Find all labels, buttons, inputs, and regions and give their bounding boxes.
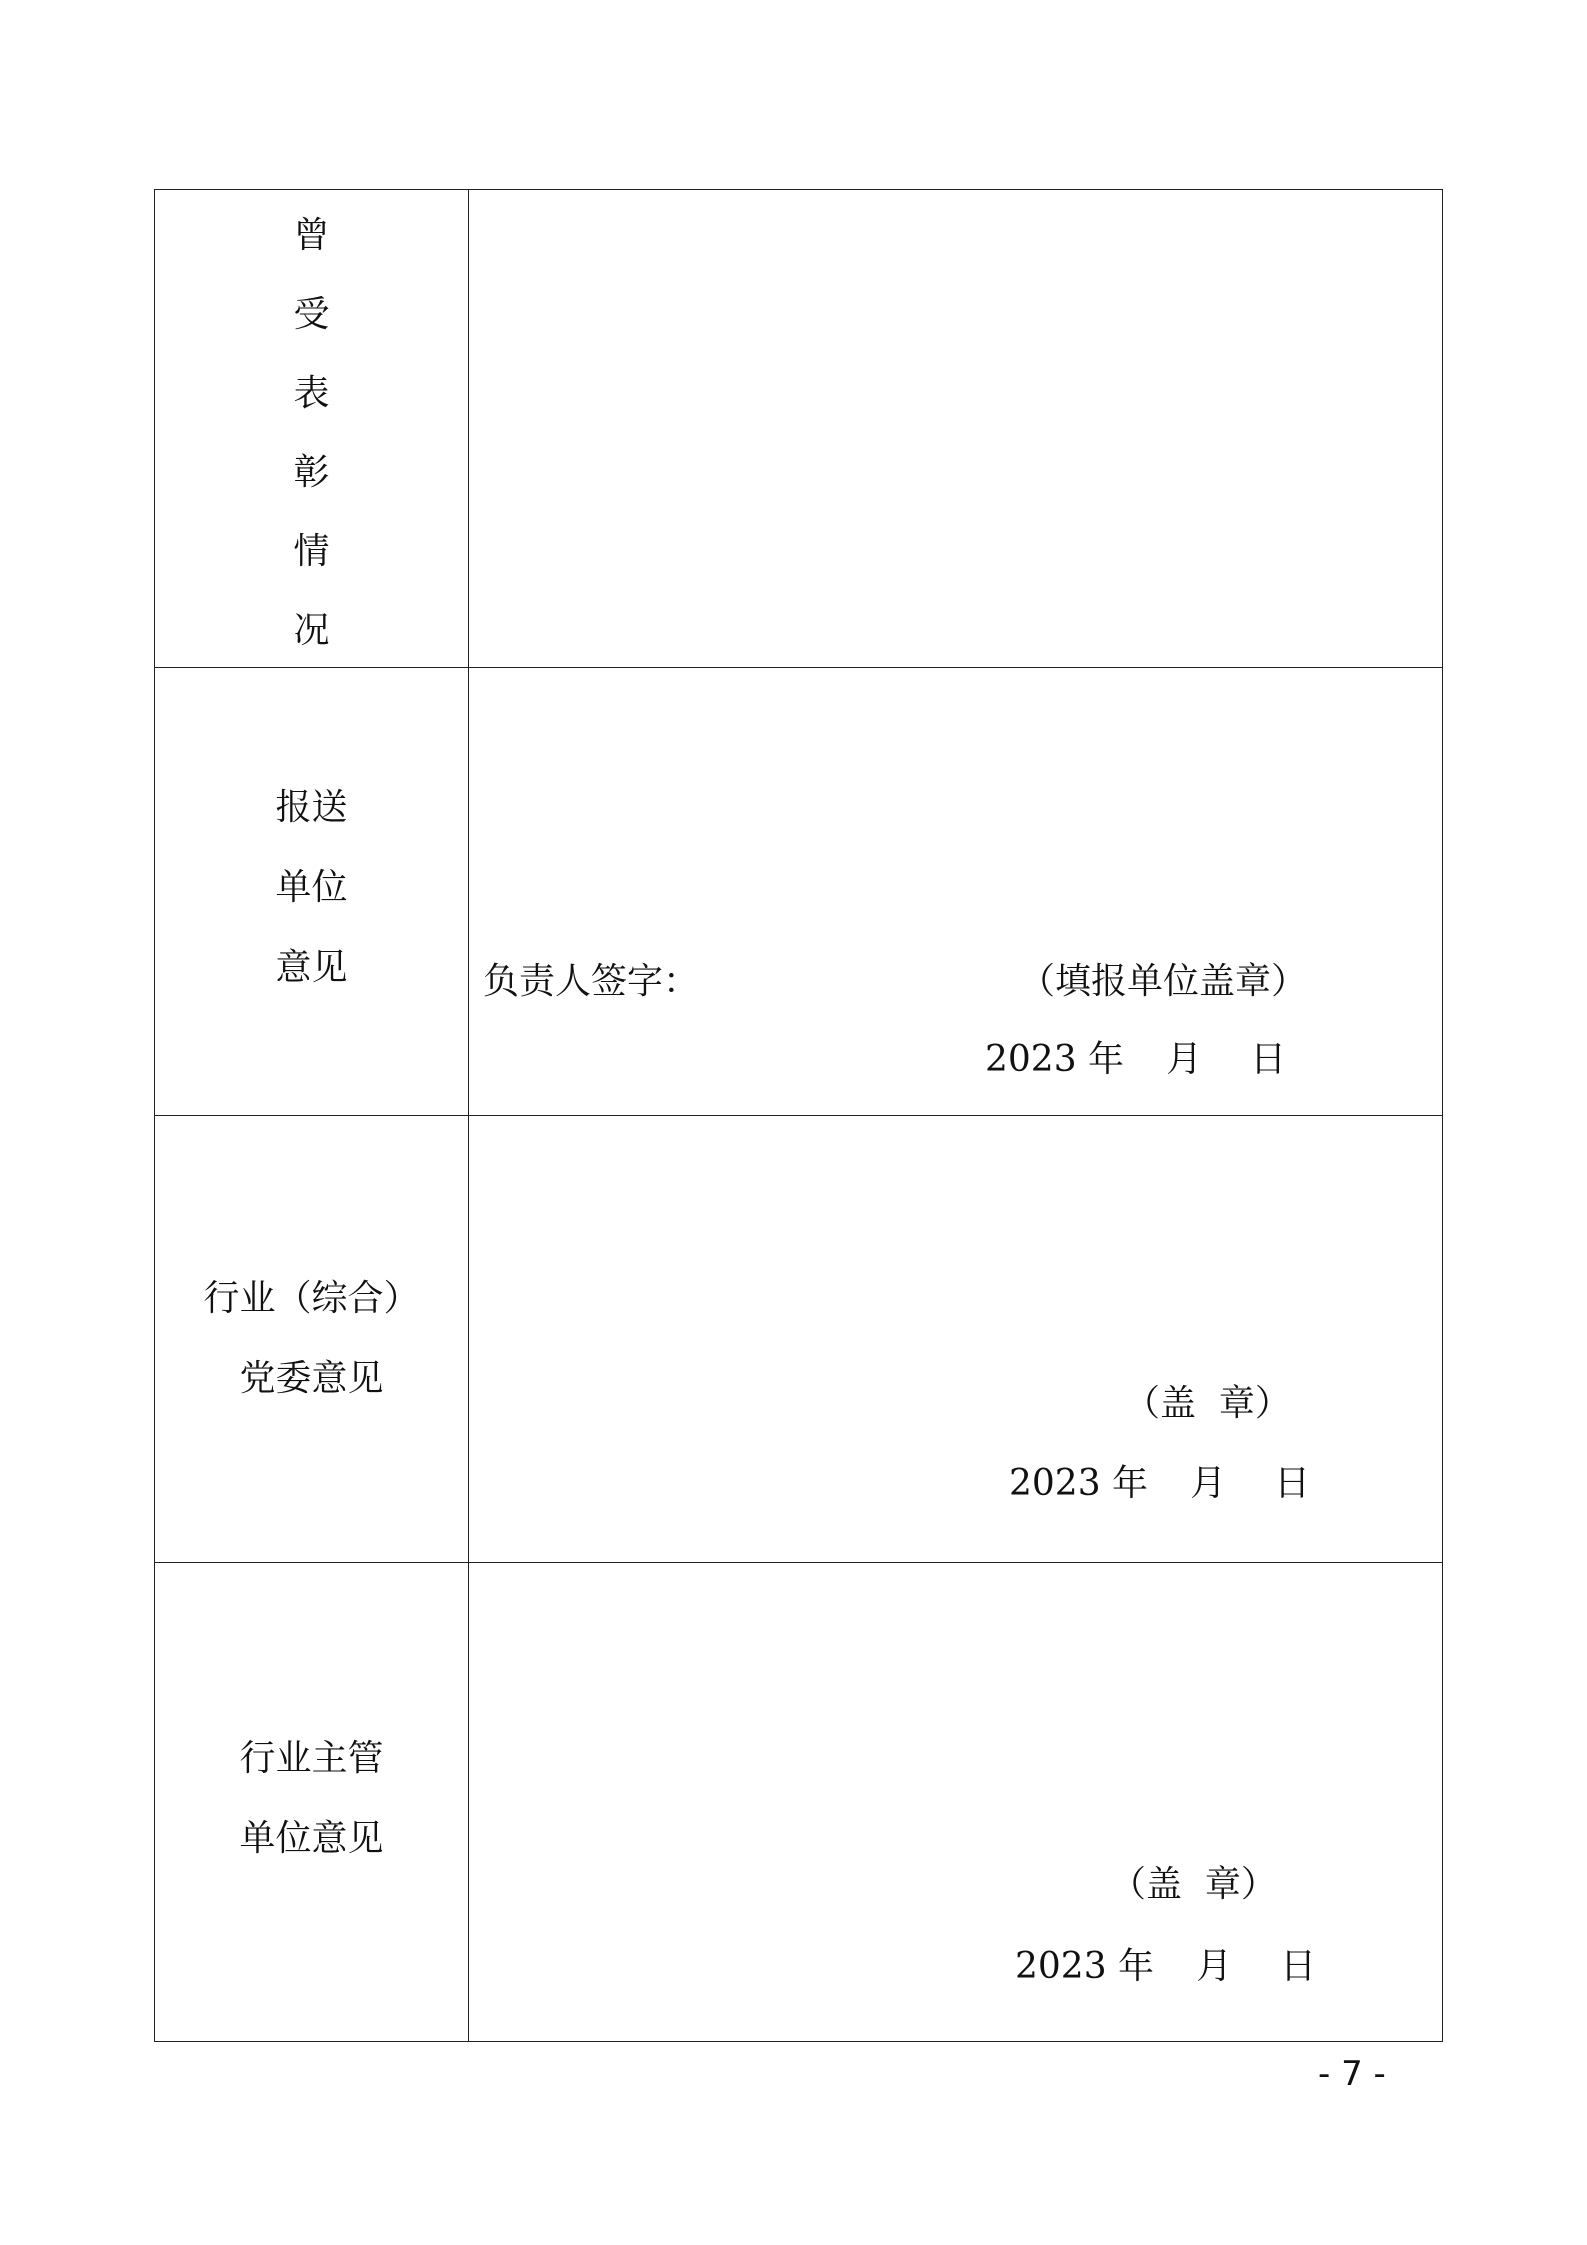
date-day: 日 bbox=[1280, 1946, 1317, 1987]
page-number: - 7 - bbox=[1318, 2054, 1386, 2094]
reporting-unit-label-line: 意见 bbox=[275, 947, 348, 988]
party-seal-label: （盖 章） bbox=[1124, 1383, 1291, 1424]
reporting-unit-label-line: 报送 bbox=[275, 787, 348, 828]
reporting-unit-content-cell[interactable] bbox=[469, 668, 1443, 1116]
date-month: 月 bbox=[1190, 1463, 1227, 1504]
department-date bbox=[1015, 1943, 1316, 1991]
date-day: 日 bbox=[1274, 1463, 1311, 1504]
honors-label bbox=[155, 196, 468, 670]
department-row bbox=[155, 1563, 1443, 2042]
signature-label: 负责人签字： bbox=[483, 961, 700, 1002]
honors-row bbox=[155, 190, 1443, 668]
party-committee-label-line: 行业（综合） bbox=[203, 1278, 420, 1319]
honors-label-char: 情 bbox=[293, 531, 330, 572]
honors-content-cell[interactable] bbox=[469, 190, 1443, 668]
reporting-unit-date bbox=[985, 1036, 1286, 1084]
department-label-cell bbox=[155, 1563, 469, 2042]
honors-label-cell bbox=[155, 190, 469, 668]
reporting-unit-label bbox=[155, 768, 468, 1008]
date-year: 2023 年 bbox=[1015, 1946, 1155, 1987]
date-day: 日 bbox=[1250, 1039, 1287, 1080]
reporting-unit-label-cell bbox=[155, 668, 469, 1116]
honors-label-char: 曾 bbox=[293, 215, 330, 256]
honors-label-char: 彰 bbox=[293, 452, 330, 493]
department-content-cell[interactable] bbox=[469, 1563, 1443, 2042]
unit-seal-label: （填报单位盖章） bbox=[1019, 961, 1308, 1002]
application-form-table bbox=[154, 189, 1443, 2042]
party-committee-row bbox=[155, 1116, 1443, 1563]
department-seal-label: （盖 章） bbox=[1110, 1864, 1277, 1905]
department-label-line: 单位意见 bbox=[239, 1818, 384, 1859]
date-year: 2023 年 bbox=[985, 1039, 1125, 1080]
date-month: 月 bbox=[1196, 1946, 1233, 1987]
date-year: 2023 年 bbox=[1009, 1463, 1149, 1504]
honors-label-char: 受 bbox=[293, 294, 330, 335]
party-committee-content-cell[interactable] bbox=[469, 1116, 1443, 1563]
honors-label-char: 况 bbox=[293, 610, 330, 651]
department-label-line: 行业主管 bbox=[239, 1738, 384, 1779]
date-month: 月 bbox=[1166, 1039, 1203, 1080]
honors-label-char: 表 bbox=[293, 373, 330, 414]
reporting-unit-label-line: 单位 bbox=[275, 867, 348, 908]
party-committee-label-cell bbox=[155, 1116, 469, 1563]
party-committee-label-line: 党委意见 bbox=[239, 1358, 384, 1399]
reporting-unit-row bbox=[155, 668, 1443, 1116]
department-label bbox=[155, 1719, 468, 1879]
party-committee-date bbox=[1009, 1460, 1310, 1508]
party-committee-label bbox=[155, 1259, 468, 1419]
